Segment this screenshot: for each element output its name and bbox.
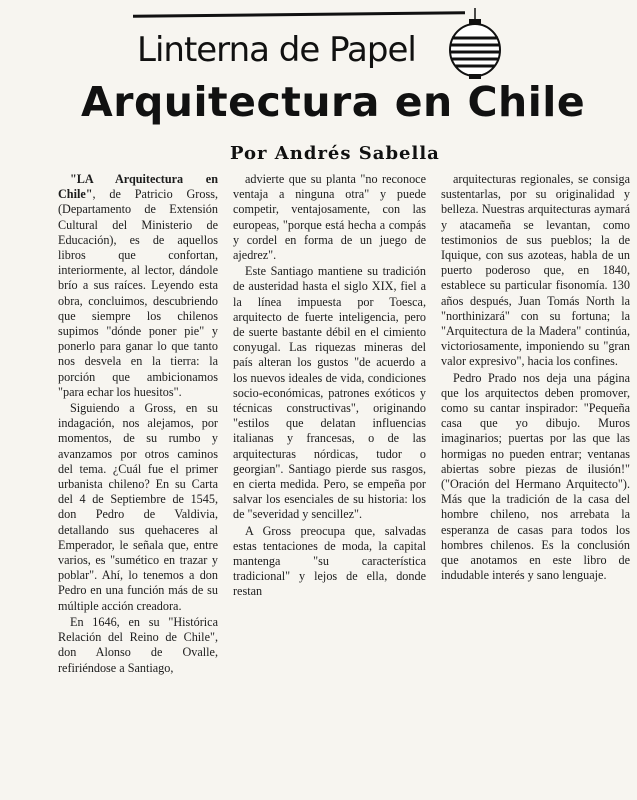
paragraph: Este Santiago mantiene su tradición de austeridad hasta el siglo XIX, fiel a la línea impuesta por Toesca, arquitecto de fuerte inteligencia, pero de suerte bastante débil en el cimiento conyugal. Las riquezas mineras del país alteran los gustos "de acuerdo a los nuevos ideales de vida, condiciones socio-económicas, patrones exóticos y técnicas constructivas", originando "estilos que delatan influencias italianas y francesas, o de las arquitecturas nórdicas, tudor o georgian". Santiago pierde sus rasgos, en cierta medida. Pero, se empeña por salvar los esenciales de su historia: los de "severidad y sencillez". xyxy=(233,264,426,522)
paper-lantern-icon xyxy=(448,8,502,82)
article-column-3 xyxy=(441,172,630,583)
paragraph: arquitecturas regionales, se consiga sustentarlas, por su originalidad y belleza. Nuestras arquitecturas aymará y atacameña se levantan, como testimonios de sus pueblos; la de Iquique, con sus azoteas, habla de un puerto poderoso que, en 1840, establece su particular fisonomía. 130 años después, Juan Tomás North la "northinizará" con su fortuna; la "Arquitectura de la Madera" continúa, victoriosamente, imponiendo su "gran valor expresivo", hacia los confines. xyxy=(441,172,630,369)
paragraph: Pedro Prado nos deja una página que los arquitectos deben promover, como su cantar inspirador: "Pequeña casa que yo dibujo. Muros imaginarios; puertas por las que las hormigas no pueden entrar; ventanas abiertas sobre piezas de ilusión!" ("Oración del Hermano Arquitecto"). Más que la tradición de la casa del hombre chileno, nos arrebata la esperanza de casas para todos los hombres chilenos. Es la conclusión que anotamos en este libro de indudable interés y sano lenguaje. xyxy=(441,370,630,583)
byline: Por Andrés Sabella xyxy=(230,143,440,164)
header-rule xyxy=(133,11,465,17)
article-column-1 xyxy=(58,172,218,676)
column-name: Linterna de Papel xyxy=(137,30,416,70)
article-column-2 xyxy=(233,172,426,600)
page-title: Arquitectura en Chile xyxy=(81,78,586,126)
paragraph: A Gross preocupa que, salvadas estas tentaciones de moda, la capital mantenga "su característica tradicional" y lejos de ella, donde restan xyxy=(233,523,426,599)
paragraph: "LA Arquitectura en Chile", de Patricio Gross, (Departamento de Extensión Cultural del Ministerio de Educación), es de aquellos libros que confortan, interiormente, al lector, dándole brío a sus raíces. Leyendo esta obra, concluimos, descubriendo que siempre los chilenos supimos "dónde poner pie" y ponerlo para ganar lo que tanto nos desvela en la tierra: la porción que ambicionamos "para echar los huesitos". xyxy=(58,172,218,399)
paragraph: Siguiendo a Gross, en su indagación, nos alejamos, por momentos, de su rumbo y avanzamos por otros caminos del tema. ¿Cuál fue el primer urbanista chileno? En su Carta del 4 de Septiembre de 1545, don Pedro de Valdivia, detallando sus quehaceres al Emperador, le señala que, entre varios, es "sumético en trazar y poblar". Ahí, lo tenemos a don Pedro en una función más de su múltiple acción creadora. xyxy=(58,401,218,613)
book-title: "LA Arquitectura en Chile" xyxy=(58,172,218,202)
paragraph: advierte que su planta "no reconoce ventaja a ninguna otra" y puede competir, ventajosamente, con las europeas, "porque está hecha a compás y cordel en forma de un juego de ajedrez". xyxy=(233,172,426,263)
paragraph: En 1646, en su "Histórica Relación del Reino de Chile", don Alonso de Ovalle, refiriéndose a Santiago, xyxy=(58,614,218,675)
